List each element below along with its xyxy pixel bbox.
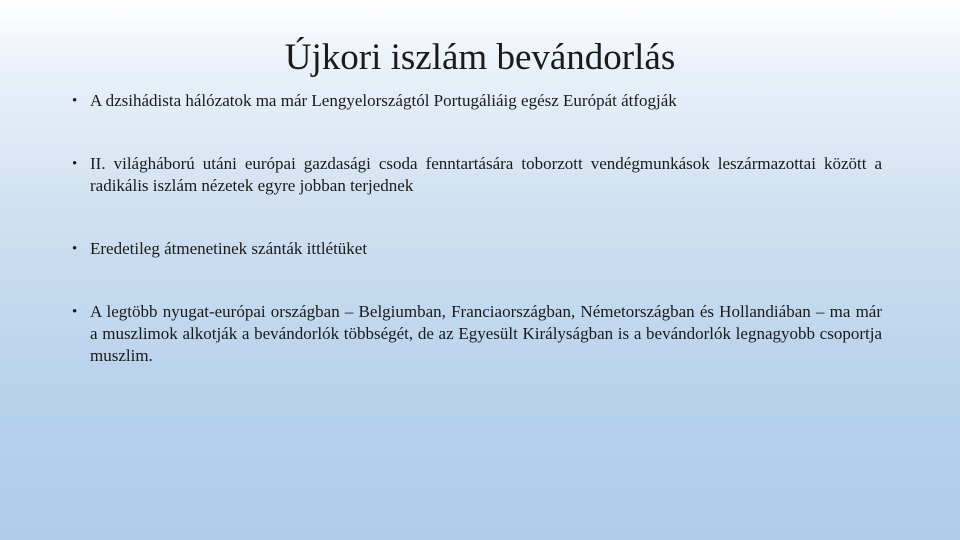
- bullet-marker: •: [72, 241, 78, 257]
- bullet-item: [72, 90, 882, 112]
- bullet-list: [72, 90, 882, 367]
- bullet-marker: •: [72, 93, 78, 109]
- bullet-marker: •: [72, 156, 78, 172]
- bullet-text: II. világháború utáni európai gazdasági csoda fenntartására toborzott vendégmunkások leszármazottai között a radikális iszlám nézetek egyre jobban terjednek: [90, 154, 882, 195]
- bullet-marker: •: [72, 304, 78, 320]
- bullet-text: A dzsihádista hálózatok ma már Lengyelországtól Portugáliáig egész Európát átfogják: [90, 91, 677, 110]
- slide-title: Újkori iszlám bevándorlás: [284, 37, 676, 78]
- bullet-item: [72, 238, 882, 260]
- bullet-item: [72, 301, 882, 367]
- bullet-text: Eredetileg átmenetinek szánták ittlétüket: [90, 239, 368, 258]
- bullet-text: A legtöbb nyugat-európai országban – Belgiumban, Franciaországban, Németországban és Hollandiában – ma már a muszlimok alkotják a bevándorlók többségét, de az Egyesült Királyságban is a bevándorlók legnagyobb csoportja muszlim.: [90, 302, 882, 365]
- bullet-item: [72, 153, 882, 197]
